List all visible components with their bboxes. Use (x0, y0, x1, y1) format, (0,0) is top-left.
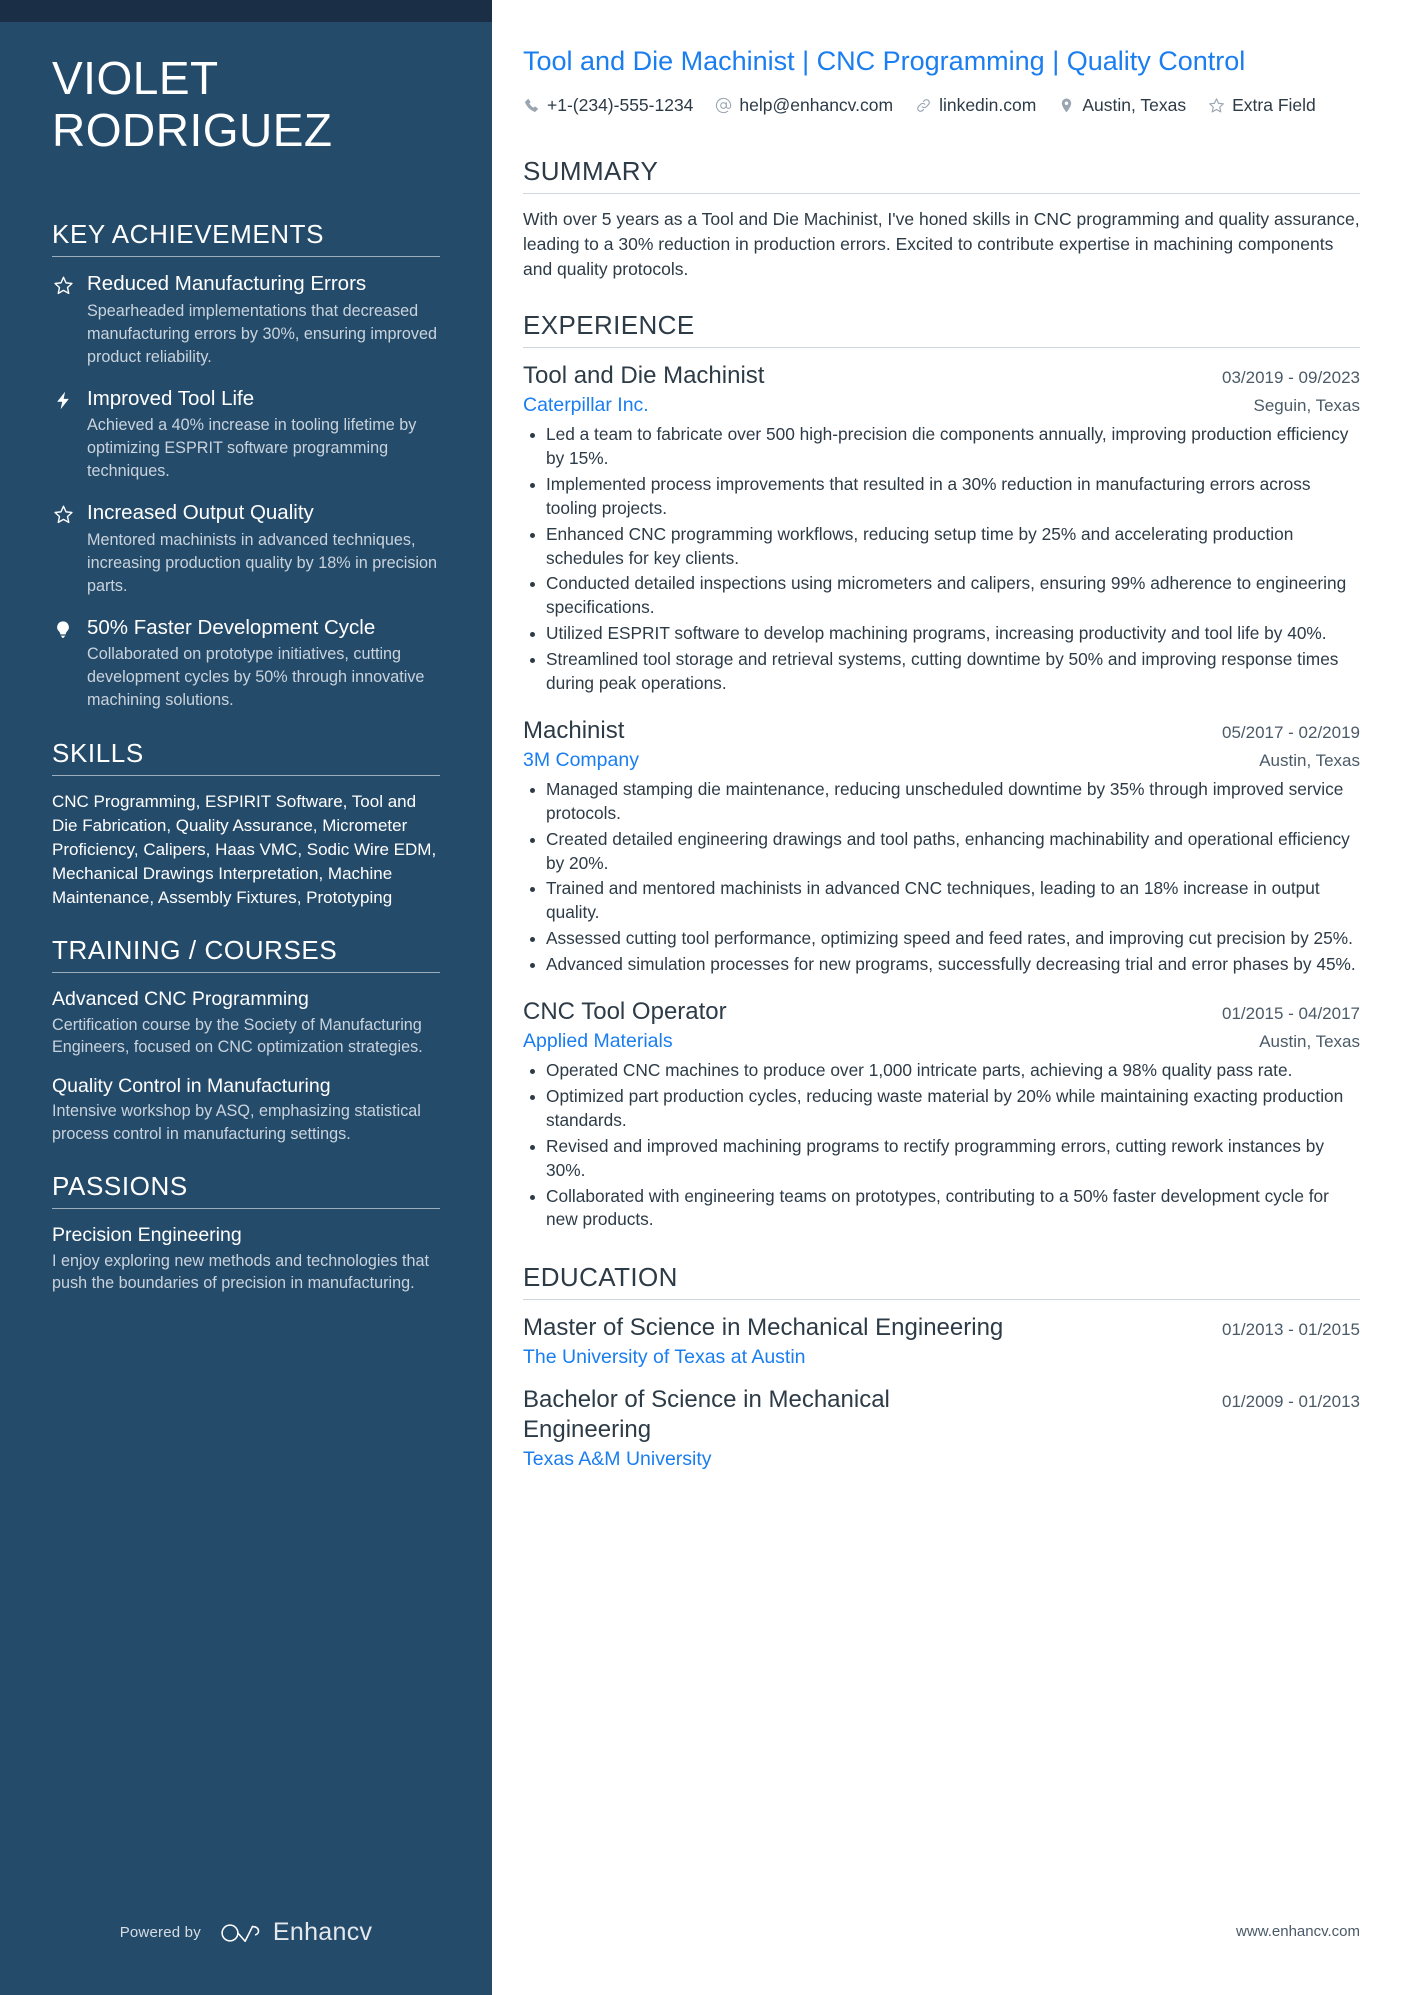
summary-section (523, 146, 1360, 282)
key-achievements-section (52, 219, 440, 713)
job-company[interactable]: Caterpillar Inc. (523, 393, 649, 416)
job-bullet-list (523, 778, 1360, 977)
candidate-name (52, 0, 440, 193)
passions-section (52, 1171, 440, 1295)
star-icon (1208, 97, 1225, 114)
divider (52, 775, 440, 776)
job-bullet: Streamlined tool storage and retrieval systems, cutting downtime by 50% and improving response times during peak operations. (523, 648, 1360, 696)
lightning-bolt-icon (52, 386, 74, 411)
last-name: RODRIGUEZ (52, 104, 333, 157)
education-school[interactable]: The University of Texas at Austin (523, 1346, 806, 1369)
experience-section (523, 300, 1360, 1232)
education-item (523, 1385, 1360, 1472)
job-dates: 05/2017 - 02/2019 (1221, 722, 1360, 742)
passion-title: Precision Engineering (52, 1224, 242, 1247)
sidebar-top-accent-bar (0, 0, 492, 22)
summary-text: With over 5 years as a Tool and Die Machinist, I've honed skills in CNC programming and quality assurance, leading to a 30% reduction in production errors. Excited to contribute expertise in machining components and quality protocols. (523, 209, 1360, 280)
job-bullet: Led a team to fabricate over 500 high-precision die components annually, improving production efficiency by 15%. (523, 423, 1360, 471)
experience-title: EXPERIENCE (523, 309, 695, 340)
map-pin-icon (1058, 97, 1075, 114)
link-icon (915, 97, 932, 114)
job-bullet-list (523, 1059, 1360, 1232)
achievement-title: Improved Tool Life (87, 386, 255, 410)
achievement-title: Reduced Manufacturing Errors (87, 271, 367, 295)
divider (52, 1208, 440, 1209)
job-bullet-list (523, 423, 1360, 695)
divider (523, 347, 1360, 348)
course-title: Quality Control in Manufacturing (52, 1074, 331, 1097)
experience-item (523, 997, 1360, 1232)
job-bullet: Implemented process improvements that resulted in a 30% reduction in manufacturing errors across tooling projects. (523, 473, 1360, 521)
sidebar-footer (0, 1918, 492, 1947)
achievement-item (52, 500, 440, 598)
education-dates: 01/2009 - 01/2013 (1221, 1391, 1360, 1411)
job-bullet: Advanced simulation processes for new programs, successfully decreasing trial and error phases by 45%. (523, 953, 1360, 977)
job-title: Machinist (523, 716, 625, 744)
contact-email[interactable] (715, 94, 893, 117)
contact-email-text: help@enhancv.com (739, 94, 894, 115)
contact-extra-field-text: Extra Field (1232, 94, 1316, 115)
contact-location-text: Austin, Texas (1082, 94, 1187, 115)
passions-title: PASSIONS (52, 1171, 188, 1202)
star-icon (52, 271, 74, 296)
job-title: Tool and Die Machinist (523, 361, 765, 389)
contact-row (523, 94, 1360, 117)
contact-location[interactable] (1058, 94, 1186, 117)
achievement-title: 50% Faster Development Cycle (87, 615, 376, 639)
phone-icon (523, 97, 540, 114)
course-item (52, 1074, 440, 1146)
job-bullet: Revised and improved machining programs to rectify programming errors, cutting rework instances by 30%. (523, 1135, 1360, 1183)
contact-linkedin[interactable] (915, 94, 1036, 117)
key-achievements-title: KEY ACHIEVEMENTS (52, 218, 325, 249)
job-bullet: Enhanced CNC programming workflows, reducing setup time by 25% and accelerating production schedules for key clients. (523, 523, 1360, 571)
job-bullet: Created detailed engineering drawings and tool paths, enhancing machinability and operational efficiency by 20%. (523, 828, 1360, 876)
skills-list: CNC Programming, ESPIRIT Software, Tool and Die Fabrication, Quality Assurance, Micrometer Proficiency, Calipers, Haas VMC, Sodic Wire EDM, Mechanical Drawings Interpretation, Machine Maintenance, Assembly Fixtures, Prototyping (52, 792, 437, 907)
experience-item (523, 361, 1360, 696)
job-location: Austin, Texas (1259, 1031, 1360, 1051)
main-content (492, 0, 1410, 1995)
achievement-description: Mentored machinists in advanced techniques, increasing production quality by 18% in precision parts. (87, 530, 438, 595)
job-dates: 01/2015 - 04/2017 (1221, 1003, 1360, 1023)
education-dates: 01/2013 - 01/2015 (1221, 1320, 1360, 1340)
achievement-item (52, 615, 440, 713)
job-location: Seguin, Texas (1253, 395, 1360, 415)
divider (52, 256, 440, 257)
education-title: EDUCATION (523, 1262, 678, 1293)
contact-linkedin-text: linkedin.com (939, 94, 1037, 115)
summary-title: SUMMARY (523, 156, 659, 187)
training-courses-title: TRAINING / COURSES (52, 935, 338, 966)
education-item (523, 1313, 1360, 1370)
course-description: Intensive workshop by ASQ, emphasizing statistical process control in manufacturing settings. (52, 1102, 421, 1143)
education-degree: Master of Science in Mechanical Engineering (523, 1314, 1004, 1342)
education-degree: Bachelor of Science in Mechanical Engineering (523, 1385, 890, 1443)
achievement-description: Spearheaded implementations that decreased manufacturing errors by 30%, ensuring improved product reliability. (87, 301, 437, 366)
contact-extra-field[interactable] (1208, 94, 1316, 117)
website-footer: www.enhancv.com (1236, 1923, 1360, 1940)
professional-headline: Tool and Die Machinist | CNC Programming | Quality Control (523, 46, 1246, 76)
training-courses-section (52, 935, 440, 1145)
enhancv-wordmark: Enhancv (272, 1918, 373, 1946)
achievement-title: Increased Output Quality (87, 501, 314, 525)
job-bullet: Conducted detailed inspections using micrometers and calipers, ensuring 99% adherence to engineering specifications. (523, 572, 1360, 620)
job-bullet: Trained and mentored machinists in advanced CNC techniques, leading to an 18% increase in output quality. (523, 877, 1360, 925)
job-bullet: Operated CNC machines to produce over 1,000 intricate parts, achieving a 98% quality pass rate. (523, 1059, 1360, 1083)
divider (523, 1299, 1360, 1300)
education-section (523, 1252, 1360, 1472)
passion-item (52, 1223, 440, 1295)
skills-title: SKILLS (52, 738, 144, 769)
powered-by-label: Powered by (119, 1924, 201, 1941)
achievement-item (52, 386, 440, 484)
job-company[interactable]: Applied Materials (523, 1029, 673, 1052)
skills-section (52, 738, 440, 909)
enhancv-mark-icon (219, 1920, 263, 1946)
first-name: VIOLET (52, 52, 219, 104)
course-item (52, 987, 440, 1059)
course-description: Certification course by the Society of Manufacturing Engineers, focused on CNC optimization strategies. (52, 1015, 423, 1057)
job-title: CNC Tool Operator (523, 997, 727, 1025)
job-bullet: Optimized part production cycles, reducing waste material by 20% while maintaining exacting production standards. (523, 1085, 1360, 1133)
divider (523, 193, 1360, 194)
job-bullet: Utilized ESPRIT software to develop machining programs, increasing productivity and tool life by 40%. (523, 622, 1360, 646)
achievement-description: Collaborated on prototype initiatives, cutting development cycles by 50% through innovative machining solutions. (87, 645, 425, 710)
passion-description: I enjoy exploring new methods and technologies that push the boundaries of precision in manufacturing. (52, 1251, 430, 1293)
experience-item (523, 716, 1360, 977)
job-bullet: Assessed cutting tool performance, optimizing speed and feed rates, and improving cut precision by 25%. (523, 927, 1360, 951)
contact-phone[interactable] (523, 94, 693, 117)
job-bullet: Collaborated with engineering teams on prototypes, contributing to a 50% faster development cycle for new products. (523, 1185, 1360, 1233)
star-icon (52, 500, 74, 525)
education-school[interactable]: Texas A&M University (523, 1447, 712, 1470)
job-bullet: Managed stamping die maintenance, reducing unscheduled downtime by 35% through improved service protocols. (523, 778, 1360, 826)
lightbulb-icon (52, 615, 74, 640)
course-title: Advanced CNC Programming (52, 988, 309, 1011)
sidebar (0, 0, 492, 1995)
achievement-description: Achieved a 40% increase in tooling lifetime by optimizing ESPRIT software programming techniques. (87, 416, 417, 481)
enhancv-logo (219, 1918, 372, 1947)
contact-phone-text: +1-(234)-555-1234 (547, 94, 694, 115)
job-dates: 03/2019 - 09/2023 (1221, 367, 1360, 387)
job-location: Austin, Texas (1259, 750, 1360, 770)
at-sign-icon (715, 97, 732, 114)
job-company[interactable]: 3M Company (523, 748, 639, 771)
divider (52, 972, 440, 973)
achievement-item (52, 271, 440, 369)
